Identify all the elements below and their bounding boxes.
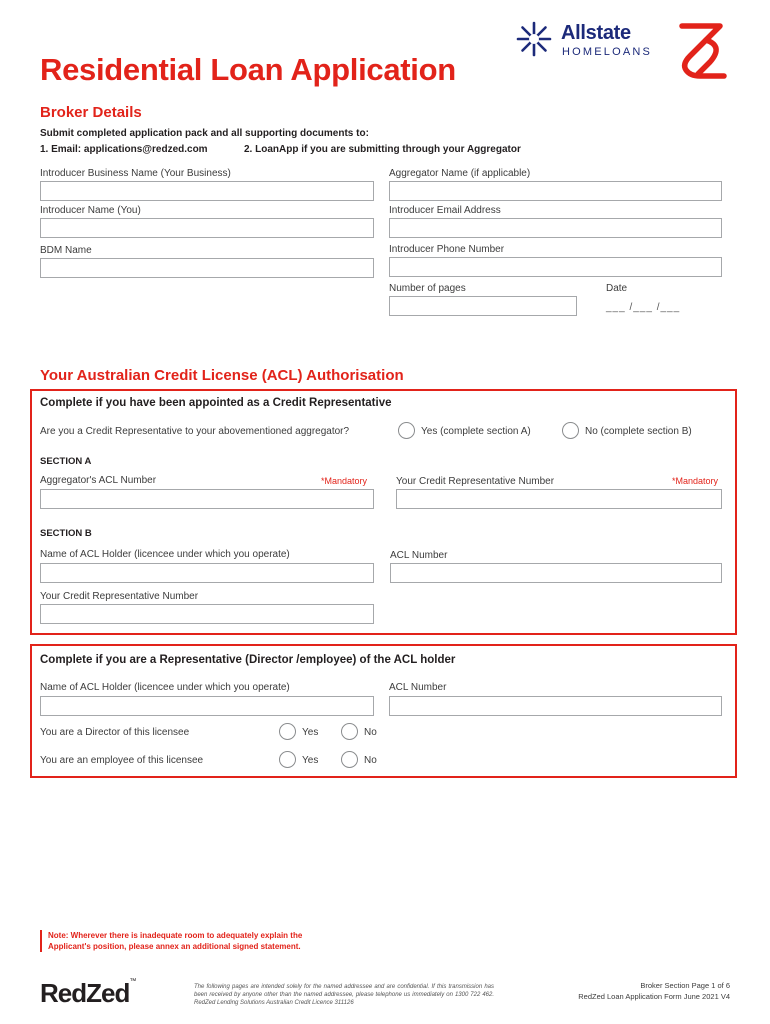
redzed-footer-wordmark: RedZed [40,978,130,1008]
date-input[interactable]: ___ /___ /___ [606,302,681,313]
credit-rep-b-label: Your Credit Representative Number [40,591,199,602]
credit-rep-no-label: No (complete section B) [585,426,692,437]
aggregator-name-label: Aggregator Name (if applicable) [389,168,531,179]
representative-box-title: Complete if you are a Representative (Director /employee) of the ACL holder [40,654,456,666]
employee-yes-radio[interactable] [279,751,296,768]
allstate-logo [515,18,665,60]
allstate-star-icon [515,20,553,58]
introducer-phone-label: Introducer Phone Number [389,244,505,255]
acl-heading: Your Australian Credit License (ACL) Authorisation [40,367,404,384]
acl-number-label: ACL Number [390,550,448,561]
director-yes-label: Yes [302,727,319,738]
date-label: Date [606,283,628,294]
introducer-name-label: Introducer Name (You) [40,205,141,216]
page-title: Residential Loan Application [40,52,456,87]
introducer-phone-input[interactable] [389,257,722,277]
director-no-radio[interactable] [341,723,358,740]
number-of-pages-label: Number of pages [389,283,466,294]
credit-rep-yes-radio[interactable] [398,422,415,439]
acl-holder-input[interactable] [40,563,374,583]
broker-details-heading: Broker Details [40,104,142,121]
credit-rep-number-label: Your Credit Representative Number [396,476,555,487]
form-version: RedZed Loan Application Form June 2021 V4 [578,992,730,1001]
credit-rep-question: Are you a Credit Representative to your abovementioned aggregator? [40,426,350,437]
introducer-business-label: Introducer Business Name (Your Business) [40,168,231,179]
bdm-name-input[interactable] [40,258,374,278]
employee-no-label: No [364,755,377,766]
rep-acl-holder-label: Name of ACL Holder (licencee under which you operate) [40,682,290,693]
rep-acl-number-input[interactable] [389,696,722,716]
aggregator-acl-mandatory: *Mandatory [321,476,368,486]
redzed-footer-logo [40,978,136,1009]
employee-yes-label: Yes [302,755,319,766]
credit-rep-b-input[interactable] [40,604,374,624]
confidentiality-disclaimer: The following pages are intended solely for the named addressee and are confidential. If this transmission has been received by anyone other than the named addressee, please telephone us immediately on 1300 722 462. RedZed Lending Solutions Australian Credit Licence 311126 [194,984,494,1006]
credit-rep-box-title: Complete if you have been appointed as a Credit Representative [40,397,392,409]
introducer-email-label: Introducer Email Address [389,205,501,216]
section-b-label: SECTION B [40,528,92,539]
aggregator-acl-label: Aggregator's ACL Number [40,475,157,486]
rep-acl-number-label: ACL Number [389,682,447,693]
introducer-name-input[interactable] [40,218,374,238]
aggregator-acl-input[interactable] [40,489,374,509]
aggregator-name-input[interactable] [389,181,722,201]
allstate-wordmark: Allstate [561,22,631,44]
credit-rep-number-mandatory: *Mandatory [672,476,719,486]
director-yes-radio[interactable] [279,723,296,740]
submit-option-loanapp: 2. LoanApp if you are submitting through your Aggregator [244,144,521,155]
bdm-name-label: BDM Name [40,245,92,256]
submit-option-email: 1. Email: applications@redzed.com [40,144,208,155]
credit-rep-no-radio[interactable] [562,422,579,439]
employee-no-radio[interactable] [341,751,358,768]
acl-number-input[interactable] [390,563,722,583]
footer-page-info [578,980,730,1002]
trademark-mark: ™ [129,978,137,985]
rep-acl-holder-input[interactable] [40,696,374,716]
redzed-z-logo-icon [676,18,730,84]
introducer-email-input[interactable] [389,218,722,238]
section-a-label: SECTION A [40,456,92,467]
introducer-business-input[interactable] [40,181,374,201]
employee-label: You are an employee of this licensee [40,755,204,766]
credit-rep-number-input[interactable] [396,489,722,509]
number-of-pages-input[interactable] [389,296,577,316]
director-label: You are a Director of this licensee [40,727,190,738]
homeloans-wordmark: HOMELOANS [562,46,653,58]
submit-instructions: Submit completed application pack and all supporting documents to: [40,128,369,139]
credit-rep-yes-label: Yes (complete section A) [421,426,531,437]
director-no-label: No [364,727,377,738]
page-number: Broker Section Page 1 of 6 [640,981,730,990]
inadequate-room-note: Note: Wherever there is inadequate room to adequately explain the Applicant's position, please annex an additional signed statement. [40,930,330,952]
acl-holder-label: Name of ACL Holder (licencee under which you operate) [40,549,290,560]
